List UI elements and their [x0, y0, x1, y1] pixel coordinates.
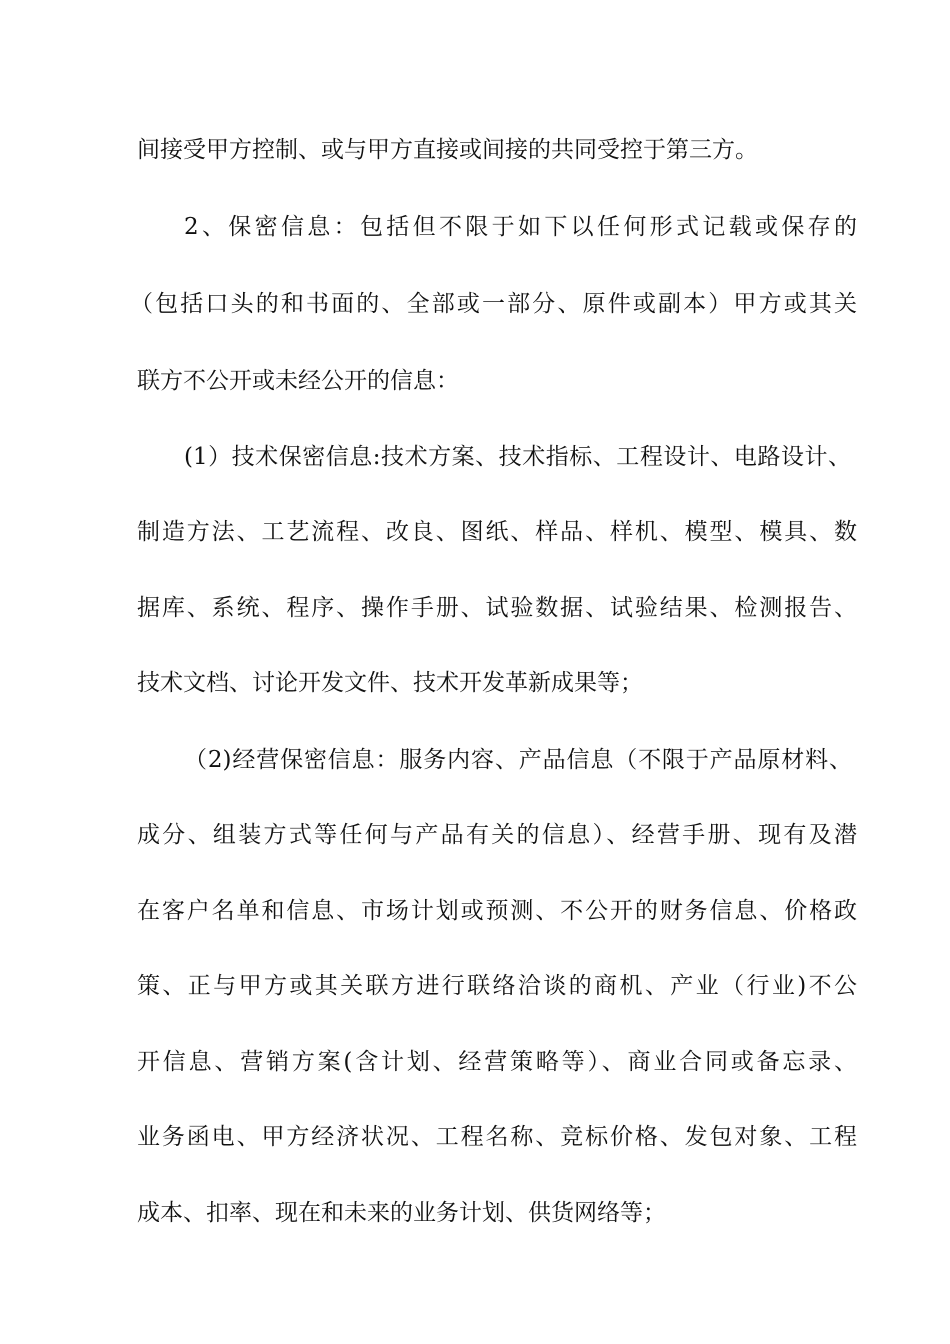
- text-line: 2、保密信息：包括但不限于如下以任何形式记载或保存的: [184, 214, 857, 240]
- text-line: 技术文档、讨论开发文件、技术开发革新成果等；: [137, 670, 643, 696]
- text-line: （包括口头的和书面的、全部或一部分、原件或副本）甲方或其关: [130, 291, 857, 317]
- text-line: 在客户名单和信息、市场计划或预测、不公开的财务信息、价格政: [137, 898, 857, 924]
- text-line: 制造方法、工艺流程、改良、图纸、样品、样机、模型、模具、数: [137, 519, 857, 545]
- text-line: 间接受甲方控制、或与甲方直接或间接的共同受控于第三方。: [137, 137, 758, 163]
- text-line: 联方不公开或未经公开的信息：: [137, 368, 459, 394]
- text-line: （2)经营保密信息：服务内容、产品信息（不限于产品原材料、: [184, 747, 852, 773]
- text-line: 业务函电、甲方经济状况、工程名称、竞标价格、发包对象、工程: [137, 1124, 857, 1150]
- text-line: 开信息、营销方案(含计划、经营策略等）、商业合同或备忘录、: [137, 1049, 857, 1075]
- text-line: 策、正与甲方或其关联方进行联络洽谈的商机、产业（行业)不公: [137, 973, 857, 999]
- text-line: 成分、组装方式等任何与产品有关的信息）、经营手册、现有及潜: [137, 822, 857, 848]
- text-line: 成本、扣率、现在和未来的业务计划、供货网络等；: [137, 1200, 666, 1226]
- text-line: (1）技术保密信息:技术方案、技术指标、工程设计、电路设计、: [184, 444, 851, 470]
- text-line: 据库、系统、程序、操作手册、试验数据、试验结果、检测报告、: [137, 595, 857, 621]
